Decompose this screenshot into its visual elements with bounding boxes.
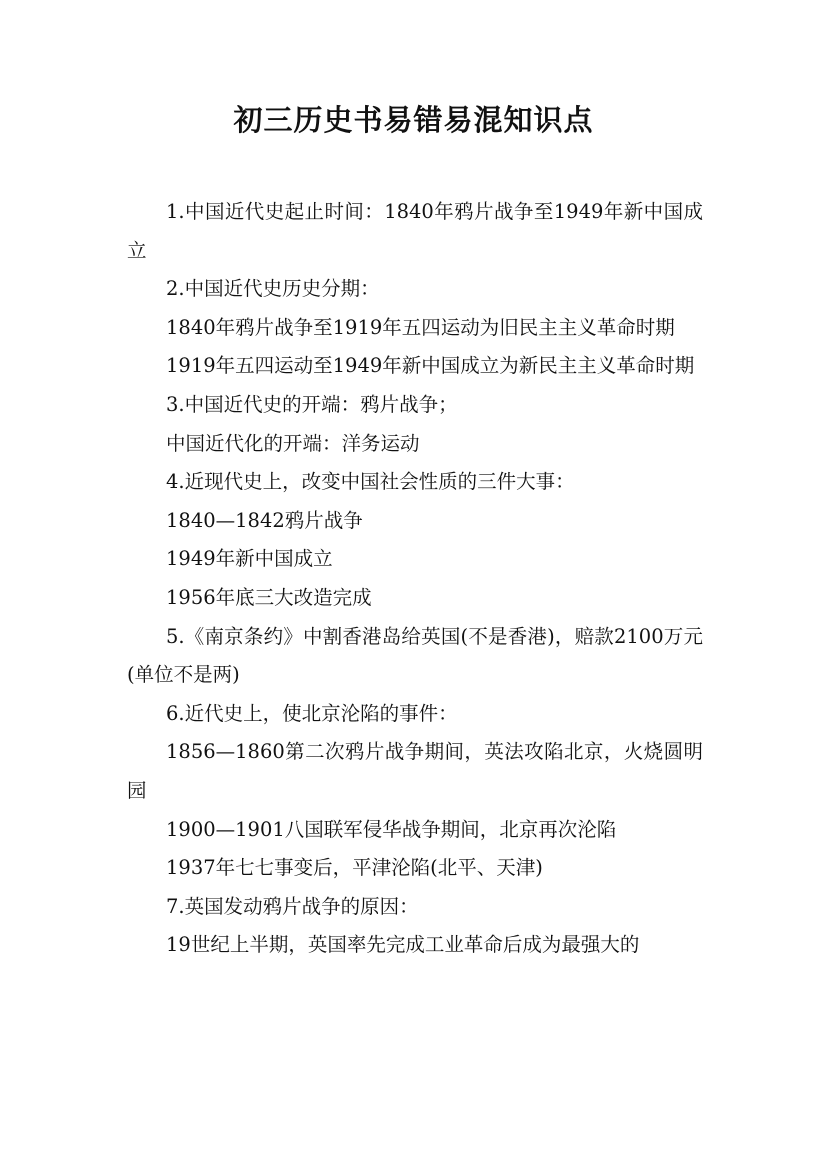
document-title: 初三历史书易错易混知识点: [233, 103, 594, 137]
paragraph-12: 6.近代史上，使北京沦陷的事件：: [166, 701, 458, 725]
paragraph-10: 1956年底三大改造完成: [166, 585, 372, 609]
paragraph-1: 1.中国近代史起止时间：1840年鸦片战争至1949年新中国成立: [127, 200, 703, 262]
paragraph-5: 3.中国近代史的开端：鸦片战争；: [166, 392, 458, 416]
paragraph-15: 1937年七七事变后，平津沦陷(北平、天津): [166, 856, 543, 880]
paragraph-4: 1919年五四运动至1949年新中国成立为新民主主义革命时期: [166, 354, 695, 378]
paragraph-17: 19世纪上半期，英国率先完成工业革命后成为最强大的: [166, 933, 640, 957]
document-body: [127, 193, 703, 965]
paragraph-8: 1840—1842鸦片战争: [166, 508, 363, 532]
paragraph-6: 中国近代化的开端：洋务运动: [166, 431, 420, 455]
paragraph-7: 4.近现代史上，改变中国社会性质的三件大事：: [166, 470, 575, 494]
paragraph-3: 1840年鸦片战争至1919年五四运动为旧民主主义革命时期: [166, 315, 675, 339]
paragraph-2: 2.中国近代史历史分期：: [166, 277, 380, 301]
paragraph-9: 1949年新中国成立: [166, 547, 333, 571]
paragraph-14: 1900—1901八国联军侵华战争期间，北京再次沦陷: [166, 817, 617, 841]
paragraph-13: 1856—1860第二次鸦片战争期间，英法攻陷北京，火烧圆明园: [127, 740, 703, 802]
paragraph-11: 5.《南京条约》中割香港岛给英国(不是香港)，赔款2100万元(单位不是两): [127, 624, 703, 687]
paragraph-16: 7.英国发动鸦片战争的原因：: [166, 894, 419, 918]
